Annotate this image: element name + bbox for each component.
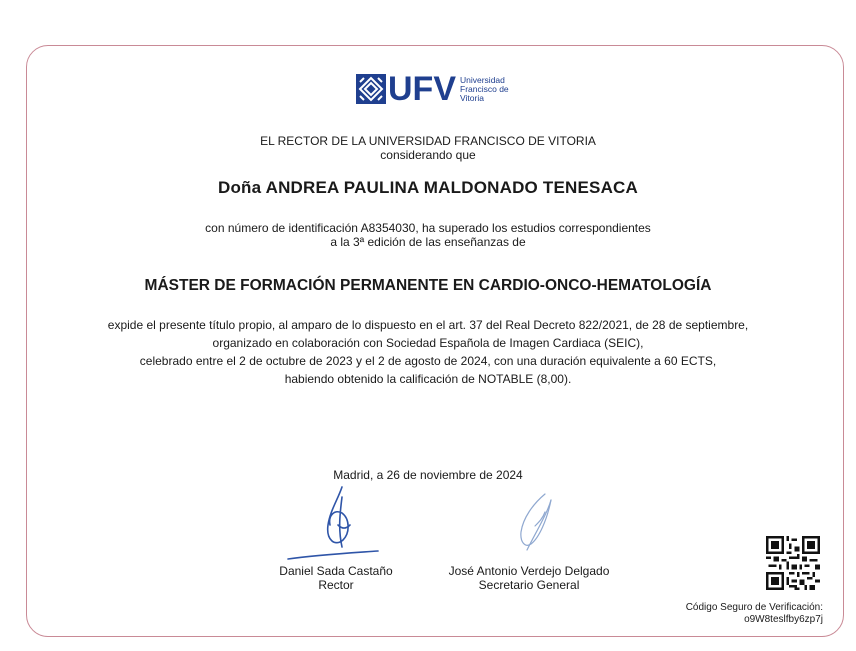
- header-line2: considerando que: [380, 148, 476, 162]
- signer-name: José Antonio Verdejo Delgado: [448, 564, 610, 578]
- signer-role: Rector: [318, 578, 354, 592]
- verification-label: Código Seguro de Verificación:: [685, 602, 823, 613]
- studies-line2: a la 3ª edición de las enseñanzas de: [330, 235, 526, 249]
- secretary-signature: [505, 490, 565, 560]
- rector-signature: [280, 485, 390, 565]
- verification-block: [686, 602, 823, 626]
- recipient-name: Doña ANDREA PAULINA MALDONADO TENESACA: [218, 178, 638, 197]
- logo-acronym: UFV: [388, 70, 456, 108]
- university-logo: [356, 70, 509, 108]
- header-line1: EL RECTOR DE LA UNIVERSIDAD FRANCISCO DE VITORIA: [260, 134, 596, 148]
- studies-line1: con número de identificación A8354030, ha superado los estudios correspondientes: [205, 221, 651, 235]
- body-line3: celebrado entre el 2 de octubre de 2023 y el 2 de agosto de 2024, con una duración equivalente a 60 ECTS,: [139, 354, 717, 368]
- signature-secretary: [426, 564, 632, 592]
- place-date: Madrid, a 26 de noviembre de 2024: [333, 468, 523, 482]
- ufv-emblem-icon: [356, 74, 386, 104]
- body-line1: expide el presente título propio, al amparo de lo dispuesto en el art. 37 del Real Decreto 822/2021, de 28 de septiembre,: [107, 318, 749, 332]
- verification-code: o9W8teslfby6zp7j: [744, 614, 823, 625]
- degree-title: MÁSTER DE FORMACIÓN PERMANENTE EN CARDIO-ONCO-HEMATOLOGÍA: [144, 277, 712, 294]
- signature-rector: [250, 564, 422, 592]
- logo-sub-line1: Universidad: [460, 74, 505, 85]
- signer-role: Secretario General: [478, 578, 580, 592]
- logo-sub-line3: Vitoria: [460, 92, 484, 103]
- body-line4: habiendo obtenido la calificación de NOTABLE (8,00).: [284, 372, 572, 386]
- logo-sub-line2: Francisco de: [460, 83, 509, 94]
- signer-name: Daniel Sada Castaño: [279, 564, 393, 578]
- logo-subtitle: [460, 76, 509, 103]
- body-line2: organizado en colaboración con Sociedad Española de Imagen Cardiaca (SEIC),: [212, 336, 644, 350]
- qr-code-icon[interactable]: [766, 536, 820, 590]
